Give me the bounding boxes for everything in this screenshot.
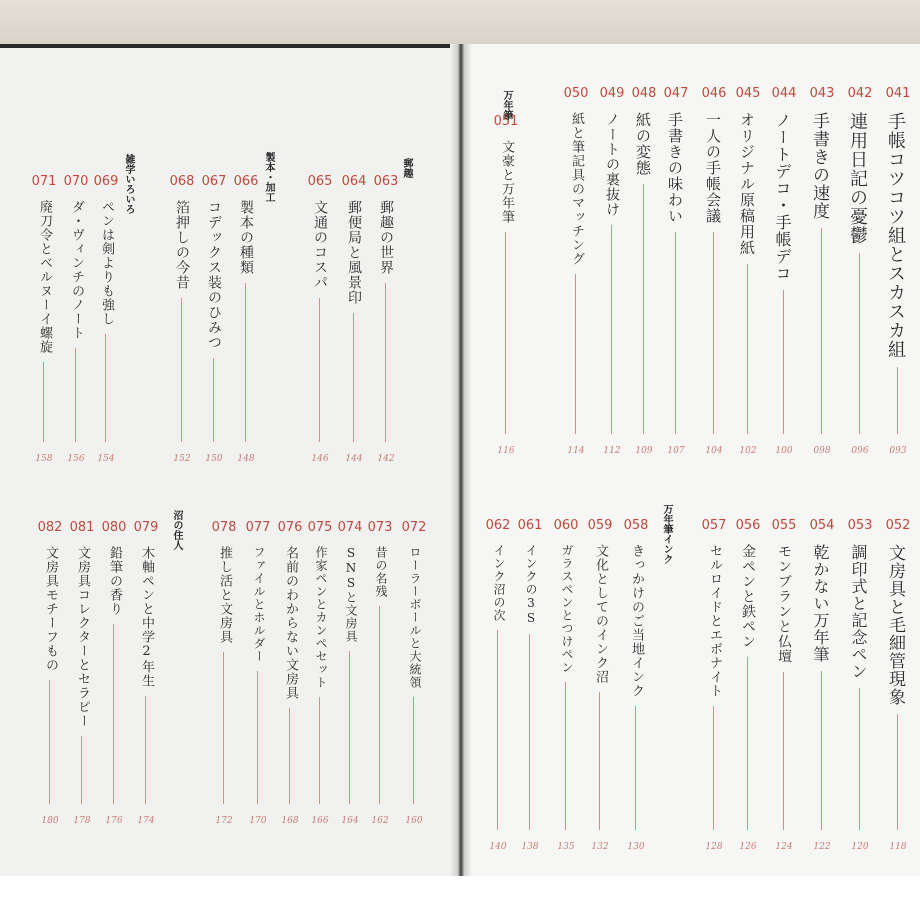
entry-number: 082	[37, 520, 63, 535]
toc-entry	[846, 86, 874, 456]
entry-title: 文豪と万年筆	[499, 140, 514, 224]
toc-entry	[808, 518, 836, 852]
entry-title: ダ・ヴィンチのノート	[69, 200, 84, 340]
leader-line	[105, 334, 106, 442]
entry-page-number: 112	[603, 446, 621, 456]
leader-line	[859, 253, 860, 434]
leader-line	[643, 184, 644, 434]
toc-entry	[884, 518, 912, 852]
toc-entry	[132, 520, 160, 826]
leader-line	[611, 225, 612, 434]
entry-title: ローラーボールと大統領	[408, 546, 422, 689]
toc-entry	[400, 520, 428, 826]
entry-title: 郵便局と風景印	[346, 200, 362, 305]
toc-entry	[100, 520, 128, 826]
entry-number: 078	[211, 520, 237, 535]
entry-title: 文化としてのインク沼	[593, 544, 608, 684]
leader-line	[43, 362, 44, 442]
entry-number: 052	[885, 518, 911, 533]
entry-number: 042	[847, 86, 873, 101]
entry-page-number: 148	[237, 454, 255, 464]
toc-entry	[734, 86, 762, 456]
entry-number: 045	[735, 86, 761, 101]
toc-entry	[598, 86, 626, 456]
entry-page-number: 130	[627, 842, 645, 852]
bottom-margin	[0, 876, 920, 920]
leader-line	[245, 283, 246, 442]
entry-number: 081	[69, 520, 95, 535]
leader-line	[599, 692, 600, 830]
entry-title: 文房具モチーフもの	[43, 546, 58, 672]
entry-page-number: 168	[281, 816, 299, 826]
entry-page-number: 154	[97, 454, 115, 464]
entry-page-number: 128	[705, 842, 723, 852]
entry-number: 043	[809, 86, 835, 101]
entry-title: 鉛筆の香り	[107, 546, 122, 616]
leader-line	[747, 264, 748, 434]
toc-entry	[232, 174, 260, 464]
entry-page-number: 096	[851, 446, 869, 456]
toc-entry	[734, 518, 762, 852]
entry-number: 072	[401, 520, 427, 535]
entry-number: 058	[623, 518, 649, 533]
toc-entry	[516, 518, 544, 852]
left-page	[0, 48, 460, 876]
section-heading: 万年筆インク	[661, 504, 672, 564]
entry-title: 手書きの味わい	[666, 112, 684, 224]
leader-line	[635, 706, 636, 830]
entry-page-number: 166	[311, 816, 329, 826]
entry-title: セルロイドとエボナイト	[707, 544, 722, 698]
entry-page-number: 142	[377, 454, 395, 464]
entry-title: オリジナル原稿用紙	[738, 112, 756, 256]
entry-number: 048	[631, 86, 657, 101]
entry-title: ペンは剣よりも強し	[99, 200, 114, 326]
entry-page-number: 144	[345, 454, 363, 464]
entry-page-number: 174	[137, 816, 155, 826]
entry-title: きっかけのご当地インク	[629, 544, 644, 698]
entry-title: 調印式と記念ペン	[849, 544, 868, 680]
entry-page-number: 170	[249, 816, 267, 826]
toc-entry	[306, 520, 334, 826]
entry-page-number: 104	[705, 446, 723, 456]
entry-number: 067	[201, 174, 227, 189]
leader-line	[257, 671, 258, 804]
leader-line	[223, 652, 224, 804]
entry-page-number: 172	[215, 816, 233, 826]
toc-entry	[336, 520, 364, 826]
entry-title: 廃刀令とベルヌーイ螺旋	[37, 200, 52, 354]
toc-entry	[244, 520, 272, 826]
entry-page-number: 093	[889, 446, 907, 456]
entry-number: 062	[485, 518, 511, 533]
entry-title: 一人の手帳会議	[704, 112, 722, 224]
entry-page-number: 116	[497, 446, 515, 456]
leader-line	[897, 367, 898, 434]
toc-entry	[276, 520, 304, 826]
entry-number: 075	[307, 520, 333, 535]
entry-title: 手帳コツコツ組とスカスカ組	[885, 112, 906, 359]
toc-entry	[630, 86, 658, 456]
entry-title: モンブランと仏壇	[776, 544, 792, 664]
toc-entry	[884, 86, 912, 456]
entry-title: 紙と筆記具のマッチング	[569, 112, 584, 266]
entry-page-number: 132	[591, 842, 609, 852]
leader-line	[145, 696, 146, 804]
entry-number: 077	[245, 520, 271, 535]
leader-line	[49, 680, 50, 804]
entry-page-number: 180	[41, 816, 59, 826]
toc-entry	[62, 174, 90, 464]
toc-entry	[552, 518, 580, 852]
entry-number: 053	[847, 518, 873, 533]
toc-entry	[30, 174, 58, 464]
leader-line	[675, 232, 676, 434]
entry-page-number: 107	[667, 446, 685, 456]
toc-entry	[340, 174, 368, 464]
toc-entry	[770, 86, 798, 456]
entry-number: 060	[553, 518, 579, 533]
entry-number: 059	[587, 518, 613, 533]
entry-title: 木軸ペンと中学2年生	[139, 546, 154, 688]
leader-line	[349, 651, 350, 804]
entry-title: インクの3S	[524, 544, 538, 626]
entry-title: 紙の変態	[634, 112, 652, 176]
entry-title: 作家ペンとカンペセット	[314, 546, 328, 689]
entry-number: 080	[101, 520, 127, 535]
toc-entry	[484, 518, 512, 852]
entry-page-number: 122	[813, 842, 831, 852]
toc-entry	[700, 518, 728, 852]
toc-entry	[492, 114, 520, 456]
entry-page-number: 150	[205, 454, 223, 464]
entry-number: 069	[93, 174, 119, 189]
leader-line	[821, 671, 822, 830]
entry-title: 製本の種類	[238, 200, 254, 275]
leader-line	[413, 697, 414, 804]
toc-entry	[168, 174, 196, 464]
entry-title: 箔押しの今昔	[174, 200, 190, 290]
entry-title: SNSと文房具	[344, 546, 358, 643]
toc-entry	[366, 520, 394, 826]
entry-title: 郵趣の世界	[378, 200, 394, 275]
leader-line	[113, 624, 114, 804]
toc-entry	[200, 174, 228, 464]
toc-entry	[562, 86, 590, 456]
entry-page-number: 164	[341, 816, 359, 826]
entry-number: 064	[341, 174, 367, 189]
entry-page-number: 098	[813, 446, 831, 456]
toc-entry	[306, 174, 334, 464]
entry-number: 063	[373, 174, 399, 189]
toc-entry	[586, 518, 614, 852]
entry-number: 055	[771, 518, 797, 533]
entry-title: ノートデコ・手帳デコ	[773, 112, 792, 282]
entry-number: 041	[885, 86, 911, 101]
entry-title: 連用日記の憂鬱	[847, 112, 868, 245]
entry-page-number: 138	[521, 842, 539, 852]
leader-line	[353, 313, 354, 442]
entry-number: 047	[663, 86, 689, 101]
right-page	[462, 44, 920, 876]
leader-line	[213, 358, 214, 442]
entry-number: 054	[809, 518, 835, 533]
section-heading: 雑学いろいろ	[123, 154, 134, 214]
section-heading: 製本・加工	[263, 152, 274, 202]
toc-entry	[210, 520, 238, 826]
entry-number: 049	[599, 86, 625, 101]
toc-entry	[68, 520, 96, 826]
entry-title: ノートの裏抜け	[604, 112, 620, 217]
entry-number: 044	[771, 86, 797, 101]
entry-title: 乾かない万年筆	[811, 544, 830, 663]
section-heading: 万年筆	[501, 90, 512, 120]
entry-number: 057	[701, 518, 727, 533]
leader-line	[821, 228, 822, 434]
toc-entry	[770, 518, 798, 852]
entry-title: 名前のわからない文房具	[283, 546, 298, 700]
entry-page-number: 162	[371, 816, 389, 826]
toc-entry	[36, 520, 64, 826]
entry-number: 071	[31, 174, 57, 189]
entry-title: インク沼の次	[492, 544, 506, 622]
entry-title: 推し活と文房具	[217, 546, 232, 644]
entry-number: 070	[63, 174, 89, 189]
entry-page-number: 156	[67, 454, 85, 464]
entry-title: 文房具と毛細管現象	[885, 544, 905, 706]
toc-entry	[372, 174, 400, 464]
entry-page-number: 109	[635, 446, 653, 456]
entry-number: 051	[493, 114, 519, 129]
leader-line	[897, 714, 898, 830]
leader-line	[783, 672, 784, 830]
entry-title: ガラスペンとつけペン	[560, 544, 574, 674]
leader-line	[713, 232, 714, 434]
entry-number: 076	[277, 520, 303, 535]
section-heading: 郵趣	[401, 158, 412, 178]
entry-page-number: 118	[889, 842, 907, 852]
entry-page-number: 135	[557, 842, 575, 852]
toc-entry	[700, 86, 728, 456]
entry-title: 文房具コレクターとセラピー	[75, 546, 90, 728]
entry-number: 065	[307, 174, 333, 189]
entry-page-number: 100	[775, 446, 793, 456]
entry-number: 073	[367, 520, 393, 535]
leader-line	[565, 682, 566, 830]
entry-page-number: 146	[311, 454, 329, 464]
entry-page-number: 176	[105, 816, 123, 826]
toc-entry	[846, 518, 874, 852]
leader-line	[379, 606, 380, 804]
leader-line	[747, 657, 748, 830]
leader-line	[575, 274, 576, 434]
entry-title: ファイルとホルダー	[252, 546, 266, 663]
leader-line	[181, 298, 182, 442]
leader-line	[783, 290, 784, 434]
leader-line	[713, 706, 714, 830]
toc-entry	[622, 518, 650, 852]
leader-line	[319, 298, 320, 442]
entry-title: 文通のコスパ	[312, 200, 328, 290]
entry-title: 昔の名残	[374, 546, 388, 598]
entry-page-number: 120	[851, 842, 869, 852]
entry-page-number: 158	[35, 454, 53, 464]
entry-page-number: 140	[489, 842, 507, 852]
entry-number: 061	[517, 518, 543, 533]
entry-title: 手書きの速度	[809, 112, 829, 220]
entry-page-number: 126	[739, 842, 757, 852]
book-gutter	[450, 44, 472, 876]
entry-page-number: 178	[73, 816, 91, 826]
entry-page-number: 152	[173, 454, 191, 464]
toc-entry	[808, 86, 836, 456]
leader-line	[385, 283, 386, 442]
leader-line	[859, 688, 860, 830]
leader-line	[81, 736, 82, 804]
entry-number: 056	[735, 518, 761, 533]
entry-title: 金ペンと鉄ペン	[740, 544, 756, 649]
toc-entry	[662, 86, 690, 456]
leader-line	[505, 232, 506, 434]
entry-number: 068	[169, 174, 195, 189]
entry-number: 046	[701, 86, 727, 101]
entry-number: 079	[133, 520, 159, 535]
entry-title: コデックス装のひみつ	[206, 200, 222, 350]
toc-entry	[92, 174, 120, 464]
section-heading: 沼の住人	[171, 510, 182, 550]
entry-page-number: 124	[775, 842, 793, 852]
leader-line	[319, 697, 320, 804]
entry-page-number: 102	[739, 446, 757, 456]
entry-page-number: 160	[405, 816, 423, 826]
leader-line	[529, 634, 530, 830]
entry-number: 074	[337, 520, 363, 535]
entry-page-number: 114	[567, 446, 585, 456]
entry-number: 050	[563, 86, 589, 101]
leader-line	[289, 708, 290, 804]
leader-line	[497, 630, 498, 830]
leader-line	[75, 348, 76, 442]
entry-number: 066	[233, 174, 259, 189]
